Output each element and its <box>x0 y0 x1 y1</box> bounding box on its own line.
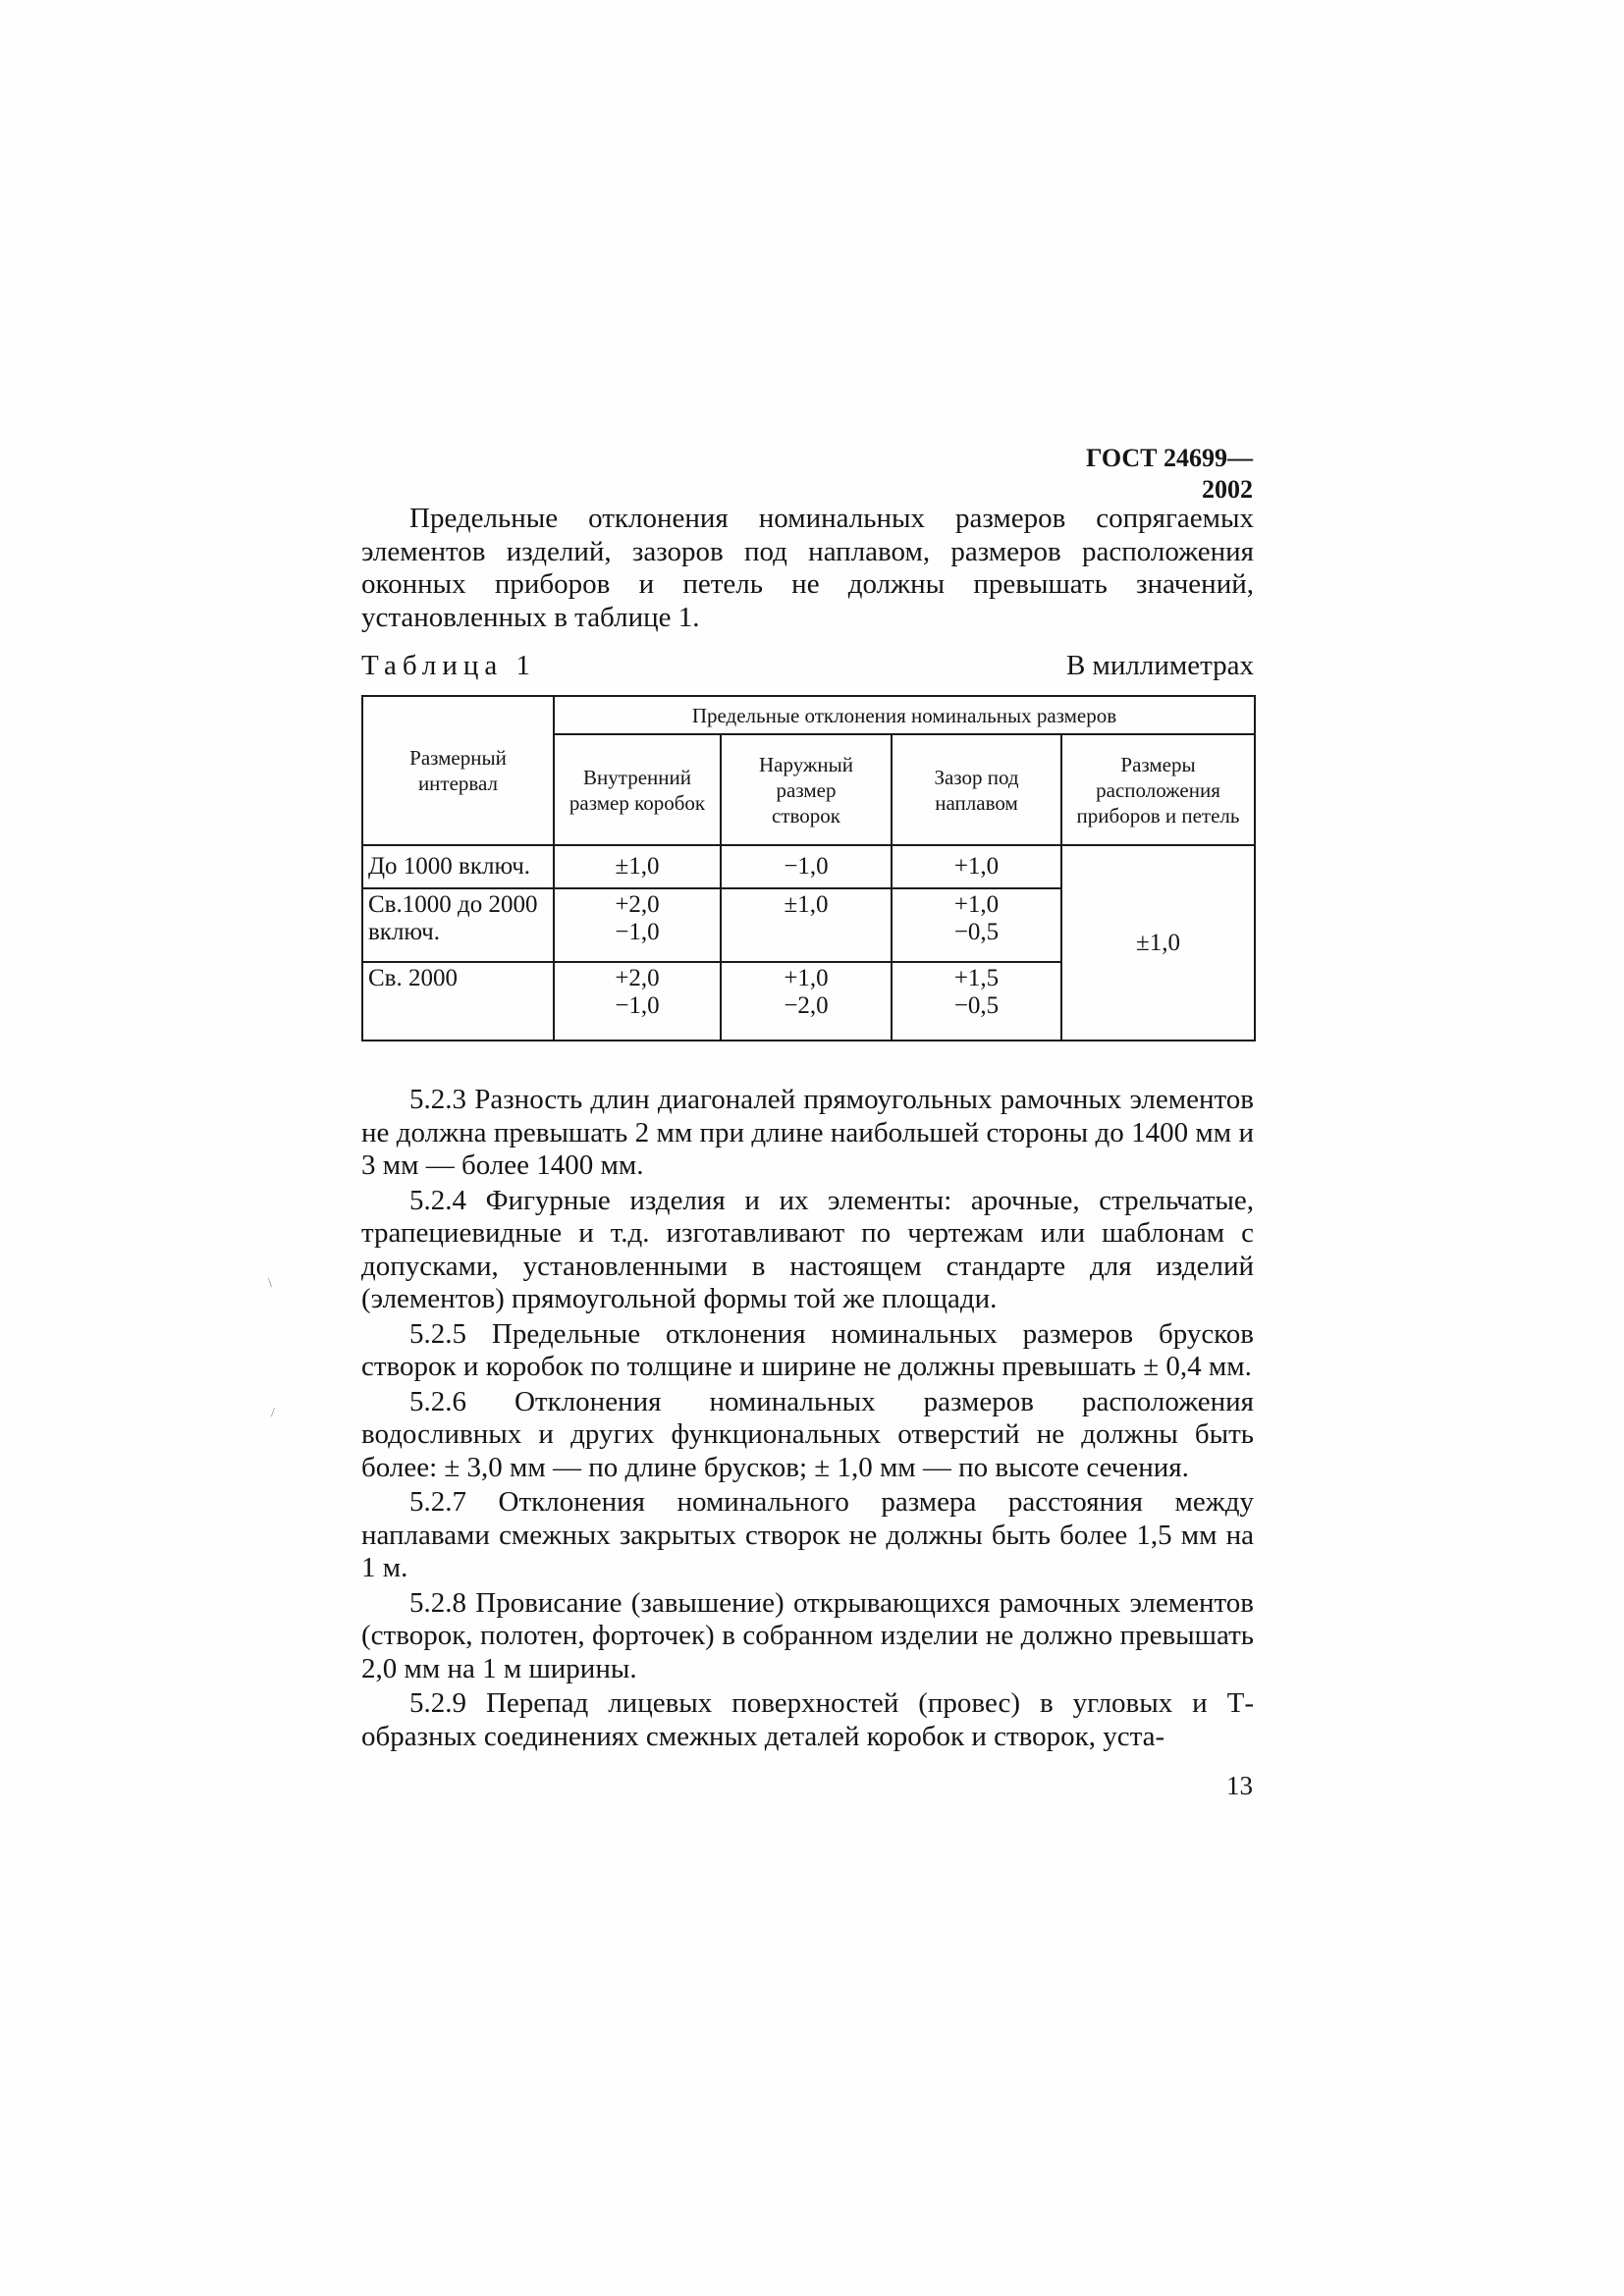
col-header-inner: Внутренний размер коробок <box>554 734 721 845</box>
group-header: Предельные отклонения номинальных размеров <box>554 696 1255 734</box>
deviation-table <box>361 695 1256 1041</box>
cell-inner <box>554 962 721 1041</box>
clause-5-2-7: 5.2.7 Отклонения номинального размера расстояния между наплавами смежных закрытых створок не должны быть более 1,5 мм на 1 м. <box>361 1486 1254 1583</box>
row-interval: Св. 2000 <box>362 962 554 1041</box>
standard-code-header: ГОСТ 24699—2002 <box>1085 444 1253 504</box>
table-label: Таблица 1 <box>361 650 537 681</box>
cell-inner <box>554 845 721 888</box>
row-interval: Св.1000 до 2000 включ. <box>362 888 554 962</box>
page-number: 13 <box>1226 1771 1253 1800</box>
value: +2,0 <box>615 891 660 918</box>
value: +2,0 <box>615 965 660 991</box>
table-header-row <box>362 696 1255 734</box>
cell-outer <box>721 845 892 888</box>
cell-gap <box>892 888 1061 962</box>
clauses-block <box>361 1084 1254 1753</box>
col-header-outer: Наружный размер створок <box>721 734 892 845</box>
cell-gap <box>892 962 1061 1041</box>
cell-gap <box>892 845 1061 888</box>
intro-paragraph-block <box>361 503 1254 634</box>
value: +1,0 <box>953 891 1000 918</box>
scan-speck: \ <box>268 1276 272 1291</box>
table-units: В миллиметрах <box>1065 650 1254 681</box>
col-header-gap: Зазор под наплавом <box>892 734 1061 845</box>
col-header-placement: Размеры расположения приборов и петель <box>1061 734 1255 845</box>
value: −1,0 <box>615 919 660 945</box>
value: +1,5 <box>953 965 1000 991</box>
row-interval: До 1000 включ. <box>362 845 554 888</box>
scan-speck: / <box>271 1406 275 1420</box>
clause-5-2-5: 5.2.5 Предельные отклонения номинальных размеров брусков створок и коробок по толщине и ширине не должны превышать ± 0,4 мм. <box>361 1317 1254 1382</box>
cell-outer <box>721 962 892 1041</box>
clause-5-2-6: 5.2.6 Отклонения номинальных размеров расположения водосливных и других функциональных отверстий не должны быть более: ± 3,0 мм — по длине брусков; ± 1,0 мм — по высоте сечения. <box>361 1385 1254 1483</box>
value: −1,0 <box>784 853 829 880</box>
value: ±1,0 <box>615 853 660 880</box>
value: −0,5 <box>953 919 1000 945</box>
value: −0,5 <box>953 992 1000 1019</box>
clause-5-2-4: 5.2.4 Фигурные изделия и их элементы: арочные, стрельчатые, трапециевидные и т.д. изготавливают по чертежам или шаблонам с допусками, установленными в настоящем стандарте для изделий (элементов) прямоугольной формы той же площади. <box>361 1184 1254 1314</box>
clause-5-2-9: 5.2.9 Перепад лицевых поверхностей (провес) в угловых и Т-образных соединениях смежных деталей коробок и створок, уста- <box>361 1687 1254 1752</box>
value: −2,0 <box>784 992 829 1019</box>
table-caption <box>361 648 1254 683</box>
clause-5-2-3: 5.2.3 Разность длин диагоналей прямоугольных рамочных элементов не должна превышать 2 мм при длине наибольшей стороны до 1400 мм и 3 мм — более 1400 мм. <box>361 1084 1254 1181</box>
intro-paragraph: Предельные отклонения номинальных размеров сопрягаемых элементов изделий, зазоров под наплавом, размеров расположения оконных приборов и петель не должны превышать значений, установленных в таблице 1. <box>361 503 1254 633</box>
table-row <box>362 845 1255 888</box>
col-header-interval: Размерный интервал <box>362 696 554 845</box>
cell-placement: ±1,0 <box>1061 845 1255 1041</box>
clause-5-2-8: 5.2.8 Провисание (завышение) открывающихся рамочных элементов (створок, полотен, форточек) в собранном изделии не должно превышать 2,0 мм на 1 м ширины. <box>361 1586 1254 1684</box>
cell-outer <box>721 888 892 962</box>
value: ±1,0 <box>784 891 829 918</box>
value: +1,0 <box>953 853 1000 880</box>
cell-inner <box>554 888 721 962</box>
value: −1,0 <box>615 992 660 1019</box>
value: +1,0 <box>784 965 829 991</box>
